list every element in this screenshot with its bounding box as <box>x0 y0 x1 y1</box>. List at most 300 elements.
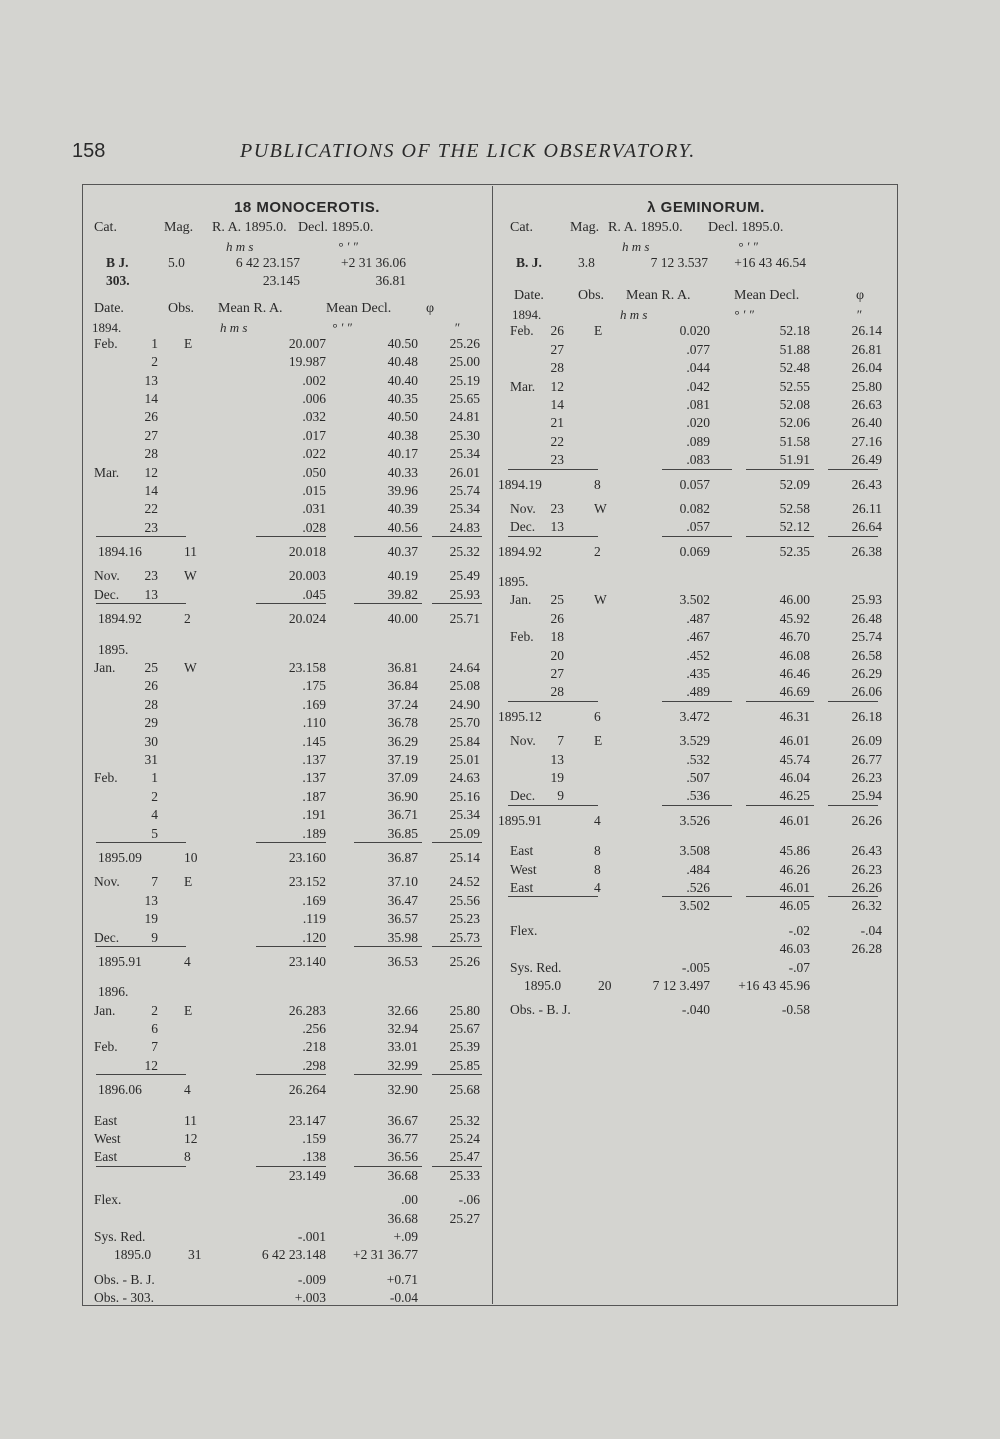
day-cell: 28 <box>550 684 564 700</box>
dec-cell: 37.19 <box>387 751 418 767</box>
cat-heading: Cat. <box>94 220 117 235</box>
dec-cell: 46.03 <box>779 941 810 957</box>
dec-cell: 37.24 <box>387 696 418 712</box>
phi-cell: 24.81 <box>449 409 480 425</box>
count-cell: 2 <box>184 611 191 627</box>
dec-cell: 46.46 <box>779 666 810 682</box>
year-label: 1894. <box>92 319 122 335</box>
day-cell: 19 <box>550 769 564 785</box>
label-cell: Flex. <box>510 922 538 938</box>
phi-cell: 25.39 <box>449 1039 480 1055</box>
observation-header <box>88 301 486 320</box>
ra-cell: .045 <box>302 586 326 602</box>
phi-cell: 25.70 <box>449 715 480 731</box>
ra-cell: 23.149 <box>288 1167 326 1183</box>
day-cell: 28 <box>144 446 158 462</box>
page-number: 158 <box>72 140 106 162</box>
table-row <box>88 733 486 751</box>
ra-cell: .032 <box>302 409 326 425</box>
dec-cell: 36.29 <box>387 733 418 749</box>
mean-row <box>88 1081 486 1099</box>
ra-cell: .017 <box>302 427 326 443</box>
phi-cell: 26.23 <box>851 769 882 785</box>
dec-heading: Decl. 1895.0. <box>708 220 784 235</box>
ra-cell: 23.140 <box>288 953 326 969</box>
ra-heading: R. A. 1895.0. <box>608 220 683 235</box>
table-row <box>88 929 486 947</box>
day-cell: 28 <box>144 696 158 712</box>
label-cell: Obs. - B. J. <box>510 1002 571 1018</box>
dec-cell: 36.68 <box>387 1210 418 1226</box>
dec-cell: 45.92 <box>779 610 810 626</box>
phi-cell: 25.65 <box>449 390 480 406</box>
table-row <box>498 922 894 940</box>
table-row <box>498 647 894 665</box>
phi-cell: 26.06 <box>851 684 882 700</box>
epoch-cell: 1894.16 <box>98 544 142 560</box>
day-cell: 12 <box>144 1057 158 1073</box>
dec-cell: 46.26 <box>779 861 810 877</box>
ra-cell: .175 <box>302 678 326 694</box>
table-row <box>498 751 894 769</box>
dec-cell: 36.57 <box>387 911 418 927</box>
ra-cell: .137 <box>302 751 326 767</box>
monocerotis-panel <box>88 196 486 1308</box>
phi-cell: 26.26 <box>851 879 882 895</box>
dec-cell: +.09 <box>393 1228 418 1244</box>
table-row <box>498 732 894 750</box>
ra-cell: 23.160 <box>288 849 326 865</box>
table-row <box>498 842 894 860</box>
label-cell: Obs. - 303. <box>94 1290 154 1306</box>
phi-cell: 25.19 <box>449 372 480 388</box>
day-cell: 2 <box>151 1002 158 1018</box>
phi-units: ″ <box>856 307 862 323</box>
ra-cell: .020 <box>686 415 710 431</box>
phi-cell: 26.11 <box>852 500 882 516</box>
table-row <box>88 408 486 426</box>
day-cell: 18 <box>550 629 564 645</box>
ra-cell: .119 <box>302 911 326 927</box>
phi-cell: 25.85 <box>449 1057 480 1073</box>
dec-cell: 46.01 <box>779 812 810 828</box>
phi-cell: 25.30 <box>449 427 480 443</box>
day-cell: 27 <box>144 427 158 443</box>
dec-cell: 39.96 <box>387 482 418 498</box>
phi-cell: 26.43 <box>851 476 882 492</box>
month-cell: Nov. <box>94 874 120 890</box>
observation-rows <box>88 335 486 1308</box>
month-cell: Jan. <box>510 592 532 608</box>
phi-cell: 25.67 <box>449 1021 480 1037</box>
dec-cell: 40.56 <box>387 519 418 535</box>
day-cell: 30 <box>144 733 158 749</box>
month-cell: Feb. <box>510 629 534 645</box>
table-row <box>88 482 486 500</box>
running-title: PUBLICATIONS OF THE LICK OBSERVATORY. <box>240 140 696 162</box>
ra-cell: .028 <box>302 519 326 535</box>
table-row <box>88 659 486 677</box>
ra-cell: 3.472 <box>679 708 710 724</box>
table-row <box>498 341 894 359</box>
table-row <box>88 1271 486 1289</box>
year-row <box>88 983 486 1001</box>
table-row <box>88 788 486 806</box>
phi-cell: 25.34 <box>449 446 480 462</box>
catalog-dec: +16 43 46.54 <box>734 255 806 270</box>
day-cell: 9 <box>557 788 564 804</box>
ra-cell: 0.069 <box>679 543 710 559</box>
table-row <box>88 751 486 769</box>
mean-row <box>88 543 486 561</box>
table-row <box>88 519 486 537</box>
dec-cell: 36.53 <box>387 953 418 969</box>
dec-cell: 32.94 <box>387 1021 418 1037</box>
ra-cell: .298 <box>302 1057 326 1073</box>
phi-cell: 25.01 <box>449 751 480 767</box>
ra-cell: .169 <box>302 892 326 908</box>
table-row <box>498 897 894 915</box>
ra-heading: R. A. 1895.0. <box>212 220 287 235</box>
catalog-header <box>498 220 894 239</box>
table-row <box>88 1289 486 1307</box>
dec-cell: 46.00 <box>779 592 810 608</box>
phi-cell: 25.80 <box>851 378 882 394</box>
ra-cell: .042 <box>686 378 710 394</box>
phi-cell: 25.08 <box>449 678 480 694</box>
count-cell: 8 <box>594 843 601 859</box>
year-label: 1894. <box>512 307 542 323</box>
mean-ra-heading: Mean R. A. <box>218 300 283 316</box>
dec-cell: 40.37 <box>387 544 418 560</box>
phi-cell: 25.09 <box>449 825 480 841</box>
dec-cell: 40.17 <box>387 446 418 462</box>
phi-cell: 25.94 <box>851 788 882 804</box>
day-cell: 9 <box>151 929 158 945</box>
phi-cell: 26.38 <box>851 543 882 559</box>
ra-cell: 0.082 <box>679 500 710 516</box>
dec-cell: 36.81 <box>387 660 418 676</box>
dec-cell: 36.71 <box>387 807 418 823</box>
ra-cell: 0.020 <box>679 323 710 339</box>
table-row <box>88 873 486 891</box>
phi-cell: 25.93 <box>851 592 882 608</box>
phi-cell: 25.32 <box>449 544 480 560</box>
count-cell: 4 <box>184 1082 191 1098</box>
day-cell: 13 <box>550 751 564 767</box>
catalog-units <box>88 239 486 254</box>
table-row <box>498 591 894 609</box>
dec-cell: 35.98 <box>387 929 418 945</box>
table-row <box>88 445 486 463</box>
day-cell: 2 <box>151 788 158 804</box>
day-cell: 13 <box>144 372 158 388</box>
ra-units: h m s <box>226 239 254 254</box>
year-cell: 1896. <box>98 984 129 1000</box>
dec-cell: 40.33 <box>387 464 418 480</box>
phi-cell: 25.14 <box>449 849 480 865</box>
table-row <box>88 1038 486 1056</box>
ra-cell: 20.018 <box>288 544 326 560</box>
dec-cell: 40.40 <box>387 372 418 388</box>
label-cell: Flex. <box>94 1192 122 1208</box>
catalog-rows <box>498 254 894 272</box>
dec-cell: 46.31 <box>779 708 810 724</box>
day-cell: 4 <box>151 807 158 823</box>
phi-cell: 25.49 <box>449 568 480 584</box>
phi-cell: 26.18 <box>851 708 882 724</box>
day-cell: 23 <box>144 519 158 535</box>
ra-cell: .137 <box>302 770 326 786</box>
geminorum-panel <box>498 196 894 1020</box>
phi-cell: 26.29 <box>851 666 882 682</box>
phi-cell: 24.63 <box>449 770 480 786</box>
ra-cell: .057 <box>686 519 710 535</box>
dec-cell: 36.56 <box>387 1149 418 1165</box>
ra-cell: .169 <box>302 696 326 712</box>
phi-cell: 24.52 <box>449 874 480 890</box>
catalog-name: B J. <box>106 255 129 270</box>
phi-cell: 25.27 <box>449 1210 480 1226</box>
phi-cell: 25.26 <box>449 335 480 351</box>
dec-cell: 40.39 <box>387 501 418 517</box>
ra-cell: .532 <box>686 751 710 767</box>
date-heading: Date. <box>94 300 124 316</box>
table-row <box>88 1057 486 1075</box>
table-row <box>498 500 894 518</box>
table-row <box>88 372 486 390</box>
observer-cell: E <box>184 1002 193 1018</box>
dec-cell: +16 43 45.96 <box>738 977 810 993</box>
ra-cell: .489 <box>686 684 710 700</box>
catalog-rows <box>88 254 486 291</box>
epoch-cell: 1895.91 <box>98 953 142 969</box>
count-cell: 4 <box>184 953 191 969</box>
phi-cell: 25.34 <box>449 501 480 517</box>
phi-cell: 26.01 <box>449 464 480 480</box>
observation-rows <box>498 322 894 1019</box>
day-cell: 27 <box>550 666 564 682</box>
dec-units: ° ′ ″ <box>338 239 358 254</box>
phi-cell: 25.93 <box>449 586 480 602</box>
dec-cell: -0.04 <box>389 1290 418 1306</box>
day-cell: 25 <box>550 592 564 608</box>
phi-cell: 26.49 <box>851 452 882 468</box>
mean-row <box>498 476 894 494</box>
phi-cell: 24.90 <box>449 696 480 712</box>
dec-cell: 36.90 <box>387 788 418 804</box>
table-row <box>88 714 486 732</box>
dec-cell: 46.08 <box>779 647 810 663</box>
ra-cell: .006 <box>302 390 326 406</box>
day-cell: 14 <box>144 482 158 498</box>
count-cell: 11 <box>184 544 197 560</box>
dec-cell: 51.88 <box>779 341 810 357</box>
table-row <box>498 769 894 787</box>
table-row <box>88 1130 486 1148</box>
label-cell: East <box>94 1149 118 1165</box>
table-row <box>498 959 894 977</box>
table-row <box>88 677 486 695</box>
phi-cell: 26.04 <box>851 360 882 376</box>
phi-cell: 25.00 <box>449 354 480 370</box>
dec-cell: 39.82 <box>387 586 418 602</box>
dec-cell: 36.68 <box>387 1167 418 1183</box>
month-cell: Feb. <box>510 323 534 339</box>
table-row <box>88 427 486 445</box>
observer-cell: W <box>184 660 197 676</box>
ra-cell: .089 <box>686 433 710 449</box>
month-cell: Dec. <box>510 519 536 535</box>
dec-cell: 36.78 <box>387 715 418 731</box>
table-row <box>88 586 486 604</box>
dec-cell: +2 31 36.77 <box>353 1247 418 1263</box>
dec-cell: 37.10 <box>387 874 418 890</box>
dec-cell: 52.55 <box>779 378 810 394</box>
dec-cell: 51.58 <box>779 433 810 449</box>
month-cell: Feb. <box>94 1039 118 1055</box>
dec-cell: 46.05 <box>779 898 810 914</box>
dec-cell: +0.71 <box>386 1271 418 1287</box>
phi-cell: 25.56 <box>449 892 480 908</box>
phi-cell: 26.81 <box>851 341 882 357</box>
date-heading: Date. <box>514 288 544 304</box>
month-cell: Nov. <box>510 733 536 749</box>
day-cell: 26 <box>550 610 564 626</box>
dec-cell: -.07 <box>788 959 810 975</box>
table-row <box>498 787 894 805</box>
dec-cell: 46.25 <box>779 788 810 804</box>
table-row <box>498 322 894 340</box>
ra-cell: .002 <box>302 372 326 388</box>
ra-cell: 20.007 <box>288 335 326 351</box>
ra-cell: .487 <box>686 610 710 626</box>
day-cell: 13 <box>144 586 158 602</box>
dec-cell: .00 <box>401 1192 418 1208</box>
epoch-cell: 1894.92 <box>98 611 142 627</box>
table-row <box>498 359 894 377</box>
ra-cell: +.003 <box>294 1290 326 1306</box>
count-cell: 10 <box>184 849 198 865</box>
dec-cell: 36.77 <box>387 1131 418 1147</box>
month-cell: Dec. <box>510 788 536 804</box>
ra-cell: .145 <box>302 733 326 749</box>
dec-cell: 52.12 <box>779 519 810 535</box>
dec-cell: 46.01 <box>779 879 810 895</box>
phi-cell: 26.63 <box>851 396 882 412</box>
ra-cell: 6 42 23.148 <box>261 1247 326 1263</box>
ra-cell: .110 <box>302 715 326 731</box>
ra-cell: 19.987 <box>288 354 326 370</box>
ra-cell: 20.024 <box>288 611 326 627</box>
table-row <box>88 769 486 787</box>
count-cell: 8 <box>184 1149 191 1165</box>
observer-cell: E <box>594 733 603 749</box>
ra-cell: .044 <box>686 360 710 376</box>
ra-cell: 23.147 <box>288 1112 326 1128</box>
table-row <box>88 353 486 371</box>
table-row <box>498 977 894 995</box>
day-cell: 28 <box>550 360 564 376</box>
phi-cell: 26.77 <box>851 751 882 767</box>
day-cell: 1 <box>151 770 158 786</box>
month-cell: Mar. <box>510 378 536 394</box>
phi-cell: 26.58 <box>851 647 882 663</box>
ra-cell: 23.158 <box>288 660 326 676</box>
table-row <box>88 464 486 482</box>
ra-cell: 26.283 <box>288 1002 326 1018</box>
phi-cell: 25.24 <box>449 1131 480 1147</box>
catalog-mag: 5.0 <box>168 255 185 270</box>
phi-cell: 25.74 <box>851 629 882 645</box>
dec-cell: 36.84 <box>387 678 418 694</box>
label-cell: Obs. - B. J. <box>94 1271 155 1287</box>
dec-heading: Decl. 1895.0. <box>298 220 374 235</box>
phi-cell: 25.23 <box>449 911 480 927</box>
table-row <box>88 1228 486 1246</box>
dec-cell: 52.08 <box>779 396 810 412</box>
table-row <box>498 1001 894 1019</box>
ra-cell: .452 <box>686 647 710 663</box>
day-cell: 20 <box>550 647 564 663</box>
label-cell: Sys. Red. <box>94 1228 146 1244</box>
dec-cell: 32.90 <box>387 1082 418 1098</box>
day-cell: 13 <box>144 892 158 908</box>
phi-cell: 26.23 <box>851 861 882 877</box>
table-row <box>498 940 894 958</box>
catalog-ra: 23.145 <box>262 273 300 289</box>
table-row <box>88 806 486 824</box>
catalog-row <box>88 254 486 272</box>
dec-cell: 40.35 <box>387 390 418 406</box>
day-cell: 19 <box>144 911 158 927</box>
dec-cell: 52.09 <box>779 476 810 492</box>
dec-cell: 37.09 <box>387 770 418 786</box>
ra-cell: -.005 <box>681 959 710 975</box>
table-row <box>88 567 486 585</box>
dec-cell: 40.50 <box>387 335 418 351</box>
epoch-cell: 1895.09 <box>98 849 142 865</box>
month-cell: Feb. <box>94 770 118 786</box>
observer-cell: W <box>594 500 607 516</box>
count-cell: 31 <box>188 1247 202 1263</box>
count-cell: 4 <box>594 879 601 895</box>
table-row <box>498 683 894 701</box>
ra-cell: .138 <box>302 1149 326 1165</box>
month-cell: Nov. <box>94 568 120 584</box>
table-row <box>498 378 894 396</box>
ra-units: h m s <box>220 319 248 335</box>
ra-cell: .218 <box>302 1039 326 1055</box>
count-cell: 4 <box>594 812 601 828</box>
table-row <box>498 610 894 628</box>
year-row <box>88 641 486 659</box>
day-cell: 25 <box>144 660 158 676</box>
phi-cell: 26.64 <box>851 519 882 535</box>
table-row <box>88 1148 486 1166</box>
ra-cell: 3.502 <box>679 592 710 608</box>
ra-units: h m s <box>622 239 650 254</box>
day-cell: 22 <box>144 501 158 517</box>
dec-cell: 36.47 <box>387 892 418 908</box>
day-cell: 22 <box>550 433 564 449</box>
dec-cell: 36.67 <box>387 1112 418 1128</box>
label-cell: West <box>94 1131 121 1147</box>
mag-heading: Mag. <box>570 220 600 235</box>
ra-cell: .081 <box>686 396 710 412</box>
day-cell: 14 <box>144 390 158 406</box>
ra-cell: 20.003 <box>288 568 326 584</box>
